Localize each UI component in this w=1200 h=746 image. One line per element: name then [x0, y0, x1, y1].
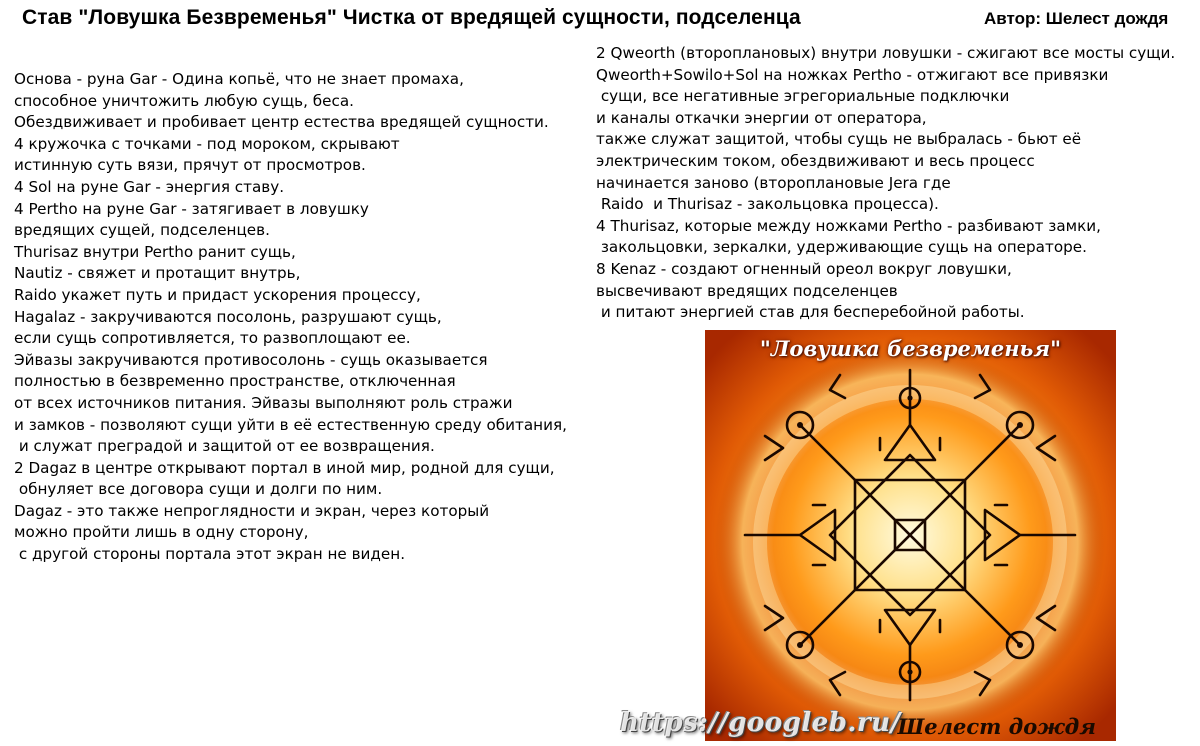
text-line: сущи, все негативные эгрегориальные подключки [596, 87, 1010, 106]
stav-artwork-image [705, 330, 1116, 741]
text-line: Nautiz - свяжет и протащит внутрь, [14, 264, 301, 283]
description-left-column [14, 69, 567, 566]
artwork-title: "Ловушка безвременья" [759, 336, 1062, 361]
text-line: 4 Thurisaz, которые между ножками Pertho - разбивают замки, [596, 216, 1101, 235]
text-line: и каналы откачки энергии от оператора, [596, 108, 927, 127]
text-line: и питают энергией став для бесперебойной работы. [596, 303, 1025, 322]
text-line: 4 кружочка с точками - под мороком, скрывают [14, 134, 400, 153]
text-line: от всех источников питания. Эйвазы выполняют роль стражи [14, 393, 513, 412]
watermark-url: https://googleb.ru/ [620, 708, 901, 738]
text-line: Raido укажет путь и придаст ускорения процессу, [14, 285, 421, 304]
author-label: Автор: Шелест дождя [984, 9, 1169, 28]
text-line: 2 Dagaz в центре открывают портал в иной мир, родной для сущи, [14, 458, 555, 477]
text-line: высвечивают вредящих подселенцев [596, 281, 898, 300]
text-line: Dagaz - это также непроглядности и экран, через который [14, 501, 490, 520]
text-line: с другой стороны портала этот экран не виден. [14, 545, 406, 564]
text-line: закольцовки, зеркалки, удерживающие сущь на операторе. [596, 238, 1087, 257]
text-line: Обездвиживает и пробивает центр естества вредящей сущности. [14, 113, 549, 132]
text-line: 8 Kenaz - создают огненный ореол вокруг ловушки, [596, 259, 1012, 278]
text-line: и служат преградой и защитой от ее возвращения. [14, 437, 435, 456]
description-right-column [596, 43, 1175, 324]
text-line: Эйвазы закручиваются противосолонь - сущь оказывается [14, 350, 488, 369]
text-line: начинается заново (второплановые Jera где [596, 173, 951, 192]
text-line: обнуляет все договора сущи и долги по ним. [14, 480, 383, 499]
text-line: также служат защитой, чтобы сущь не выбралась - бьют её [596, 130, 1082, 149]
page-title: Став "Ловушка Безвременья" Чистка от вредящей сущности, подселенца [22, 6, 801, 29]
text-line: если сущь сопротивляется, то развоплощают ее. [14, 329, 411, 348]
stav-artwork [705, 330, 1116, 741]
text-line: 2 Qweorth (второплановых) внутри ловушки - сжигают все мосты сущи. [596, 44, 1176, 62]
text-line: 4 Sol на руне Gar - энергия ставу. [14, 177, 285, 196]
text-line: способное уничтожить любую сущь, беса. [14, 91, 354, 110]
page-header [0, 0, 1200, 38]
text-line: Thurisaz внутри Pertho ранит сущь, [14, 242, 296, 261]
text-line: Raido и Thurisaz - закольцовка процесса). [596, 195, 939, 214]
text-line: можно пройти лишь в одну сторону, [14, 523, 309, 542]
text-line: и замков - позволяют сущи уйти в её естественную среду обитания, [14, 415, 567, 434]
text-line: 4 Pertho на руне Gar - затягивает в ловушку [14, 199, 369, 218]
text-line: электрическим током, обездвиживают и весь процесс [596, 151, 1035, 170]
text-line: Hagalaz - закручиваются посолонь, разрушают сущь, [14, 307, 442, 326]
text-line: Qweorth+Sowilo+Sol на ножках Pertho - отжигают все привязки [596, 65, 1109, 84]
text-line: истинную суть вязи, прячут от просмотров. [14, 156, 366, 175]
text-line: Основа - руна Gar - Одина копьё, что не знает промаха, [14, 70, 464, 88]
text-line: вредящих сущей, подселенцев. [14, 221, 270, 240]
artwork-signature: Шелест дождя [897, 714, 1096, 739]
text-line: полностью в безвременно пространстве, отключенная [14, 372, 456, 391]
